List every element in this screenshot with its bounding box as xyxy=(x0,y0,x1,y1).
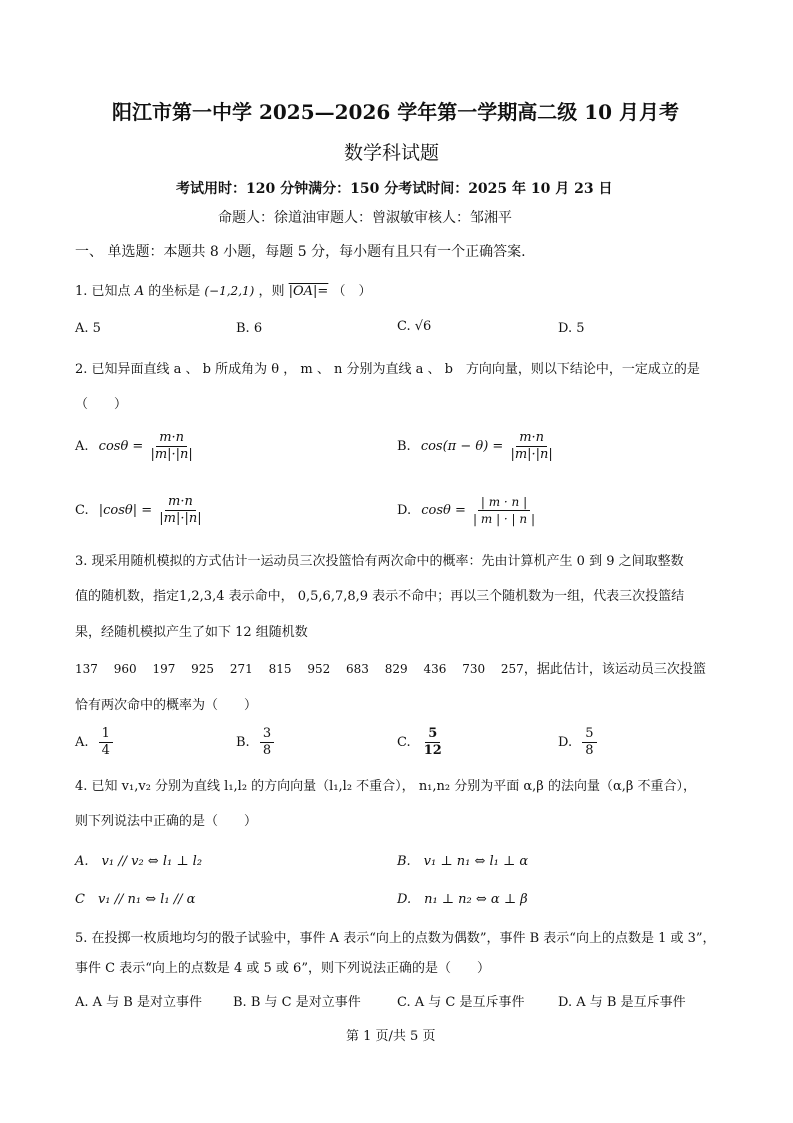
q2-d-numerator: | m · n | xyxy=(478,494,530,511)
q1-option-a: A. 5 xyxy=(75,321,101,336)
q2-option-b-label: B. xyxy=(397,439,411,454)
q2-c-numerator: m·n xyxy=(165,494,196,511)
q3-b-numerator: 3 xyxy=(260,726,274,743)
q2-option-a-fraction xyxy=(147,430,195,463)
question-3-line-4 xyxy=(75,660,706,679)
q2-option-b-lhs: cos(π − θ) = xyxy=(420,439,504,454)
q2-option-d xyxy=(397,494,538,527)
q2-b-denominator: |m|·|n| xyxy=(510,447,553,462)
q2-option-d-fraction xyxy=(470,494,538,527)
exam-meta: 考试用时：120 分钟满分：150 分考试时间：2025 年 10 月 23 日 xyxy=(176,181,613,197)
q2-c-denominator: |m|·|n| xyxy=(159,511,202,526)
question-3-line-5: 恰有两次命中的概率为（ ） xyxy=(75,698,258,713)
q3-option-a xyxy=(75,726,113,759)
q2-d-denominator: | m | · | n | xyxy=(473,512,535,526)
q5-option-c: C. A 与 C 是互斥事件 xyxy=(397,995,525,1010)
q2-b-numerator: m·n xyxy=(516,430,547,447)
q3-option-b-label: B. xyxy=(236,735,250,750)
question-5-line-1: 5. 在投掷一枚质地均匀的骰子试验中，事件 A 表示“向上的点数为偶数”，事件 B 表示“向上的点数是 1 或 3”， xyxy=(75,931,716,946)
exam-title: 阳江市第一中学 2025—2026 学年第一学期高二级 10 月月考 xyxy=(112,100,680,124)
q3-option-d-fraction xyxy=(582,726,596,759)
question-4-line-1: 4. 已知 v₁,v₂ 分别为直线 l₁,l₂ 的方向向量（l₁,l₂ 不重合）， n₁,n₂ 分别为平面 α,β 的法向量（α,β 不重合）， xyxy=(75,779,696,794)
q3-d-numerator: 5 xyxy=(582,726,596,743)
q2-a-denominator: |m|·|n| xyxy=(150,447,193,462)
q4-option-c: C v₁ // n₁ ⇔ l₁ // α xyxy=(75,892,196,907)
q3-random-numbers: 137 960 197 925 271 815 952 683 829 436 730 257 xyxy=(75,662,524,676)
q2-option-b xyxy=(397,430,556,463)
question-3-line-2: 值的随机数，指定1,2,3,4 表示命中， 0,5,6,7,8,9 表示不命中；再以三个随机数为一组，代表三次投篮结 xyxy=(75,589,685,604)
q2-option-c-label: C. xyxy=(75,503,89,518)
q2-option-a-label: A. xyxy=(75,439,89,454)
q1-vector-norm: |OA|= xyxy=(288,284,329,299)
q3-option-d-label: D. xyxy=(558,735,573,750)
q3-line-4-tail: ，据此估计，该运动员三次投篮 xyxy=(523,662,706,677)
exam-staff: 命题人：徐道油审题人：曾淑敏审核人：邹湘平 xyxy=(218,210,512,226)
q3-option-c-fraction xyxy=(421,726,445,759)
question-1 xyxy=(75,282,371,301)
q4-option-a: A. v₁ // v₂ ⇔ l₁ ⊥ l₂ xyxy=(75,854,203,869)
q3-b-denominator: 8 xyxy=(262,743,272,758)
q3-option-c-label: C. xyxy=(397,735,411,750)
q1-coord: (−1,2,1) xyxy=(204,284,255,298)
q5-option-a: A. A 与 B 是对立事件 xyxy=(75,995,202,1010)
q1-option-d: D. 5 xyxy=(558,321,585,336)
q2-option-a xyxy=(75,430,196,463)
question-3-line-1: 3. 现采用随机模拟的方式估计一运动员三次投篮恰有两次命中的概率：先由计算机产生 0 到 9 之间取整数 xyxy=(75,554,684,569)
q5-option-d: D. A 与 B 是互斥事件 xyxy=(558,995,686,1010)
q3-option-b-fraction xyxy=(260,726,274,759)
question-2-line-1: 2. 已知异面直线 a 、 b 所成角为 θ ， m 、 n 分别为直线 a 、 b 方向向量，则以下结论中，一定成立的是 xyxy=(75,362,700,377)
q3-c-numerator: 5 xyxy=(425,726,440,743)
q3-option-c xyxy=(397,726,445,759)
q1-stem-c: ，则 xyxy=(258,284,285,299)
q2-a-numerator: m·n xyxy=(156,430,187,447)
q3-a-numerator: 1 xyxy=(99,726,113,743)
q2-option-c-lhs: |cosθ| = xyxy=(98,503,153,518)
q1-stem-a: 1. 已知点 xyxy=(75,284,131,299)
q3-option-a-fraction xyxy=(99,726,113,759)
q3-option-d xyxy=(558,726,597,759)
exam-subtitle: 数学科试题 xyxy=(344,142,440,164)
q2-option-c-fraction xyxy=(156,494,204,527)
q3-d-denominator: 8 xyxy=(585,743,594,758)
q3-option-a-label: A. xyxy=(75,735,89,750)
q1-point-a: A xyxy=(134,284,145,299)
page-footer: 第 1 页/共 5 页 xyxy=(346,1029,436,1044)
q2-option-b-fraction xyxy=(507,430,555,463)
question-3-line-3: 果，经随机模拟产生了如下 12 组随机数 xyxy=(75,625,308,640)
q3-a-denominator: 4 xyxy=(101,743,110,758)
q1-stem-d: （ ） xyxy=(332,284,372,299)
q3-option-b xyxy=(236,726,274,759)
question-4-line-2: 则下列说法中正确的是（ ） xyxy=(75,814,258,829)
q2-option-d-label: D. xyxy=(397,503,412,518)
q4-option-d: D. n₁ ⊥ n₂ ⇔ α ⊥ β xyxy=(397,892,528,907)
question-5-line-2: 事件 C 表示“向上的点数是 4 或 5 或 6”，则下列说法正确的是（ ） xyxy=(75,961,490,976)
question-2-line-2: （ ） xyxy=(75,397,128,412)
q2-option-c xyxy=(75,494,205,527)
q2-option-d-lhs: cosθ = xyxy=(421,503,466,518)
q4-option-b: B. v₁ ⊥ n₁ ⇔ l₁ ⊥ α xyxy=(397,854,529,869)
q3-c-denominator: 12 xyxy=(423,743,442,758)
section-heading: 一、 单选题：本题共 8 小题，每题 5 分，每小题有且只有一个正确答案. xyxy=(75,244,526,260)
q1-option-b: B. 6 xyxy=(236,321,263,336)
q1-option-c: C. √6 xyxy=(397,319,432,334)
q2-option-a-lhs: cosθ = xyxy=(98,439,144,454)
q5-option-b: B. B 与 C 是对立事件 xyxy=(233,995,361,1010)
q1-stem-b: 的坐标是 xyxy=(148,284,201,299)
